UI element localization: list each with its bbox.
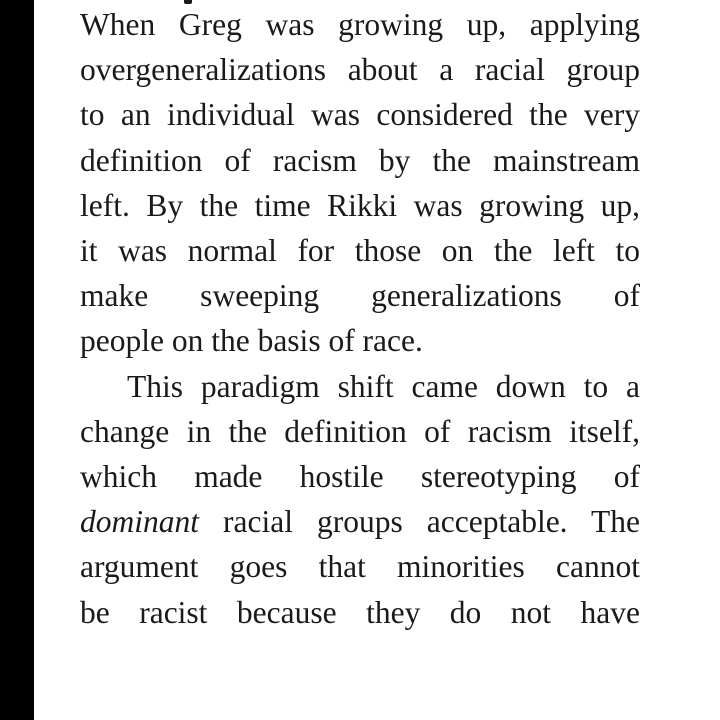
text-line: make sweeping generalizations of (80, 278, 640, 314)
book-page (34, 0, 720, 720)
body-text (80, 2, 640, 635)
text-segment: racial groups acceptable. The (199, 504, 640, 540)
text-line: be racist because they do not have (80, 594, 640, 630)
paragraph-1 (80, 2, 640, 364)
text-line: left. By the time Rikki was growing up, (80, 187, 640, 223)
text-line: people on the basis of race. (80, 323, 423, 359)
text-line: definition of racism by the mainstream (80, 142, 640, 178)
text-line: argument goes that minorities cannot (80, 549, 640, 585)
text-line: overgeneralizations about a racial group (80, 52, 640, 88)
text-line (80, 499, 640, 544)
paragraph-2 (80, 364, 640, 635)
text-line: it was normal for those on the left to (80, 233, 640, 269)
text-line: to an individual was considered the very (80, 97, 640, 133)
text-line: change in the definition of racism itself, (80, 413, 640, 449)
text-line: This paradigm shift came down to a (127, 368, 640, 404)
text-line: which made hostile stereotyping of (80, 459, 640, 495)
text-line: When Greg was growing up, applying (80, 7, 640, 42)
emphasized-word: dominant (80, 504, 200, 540)
